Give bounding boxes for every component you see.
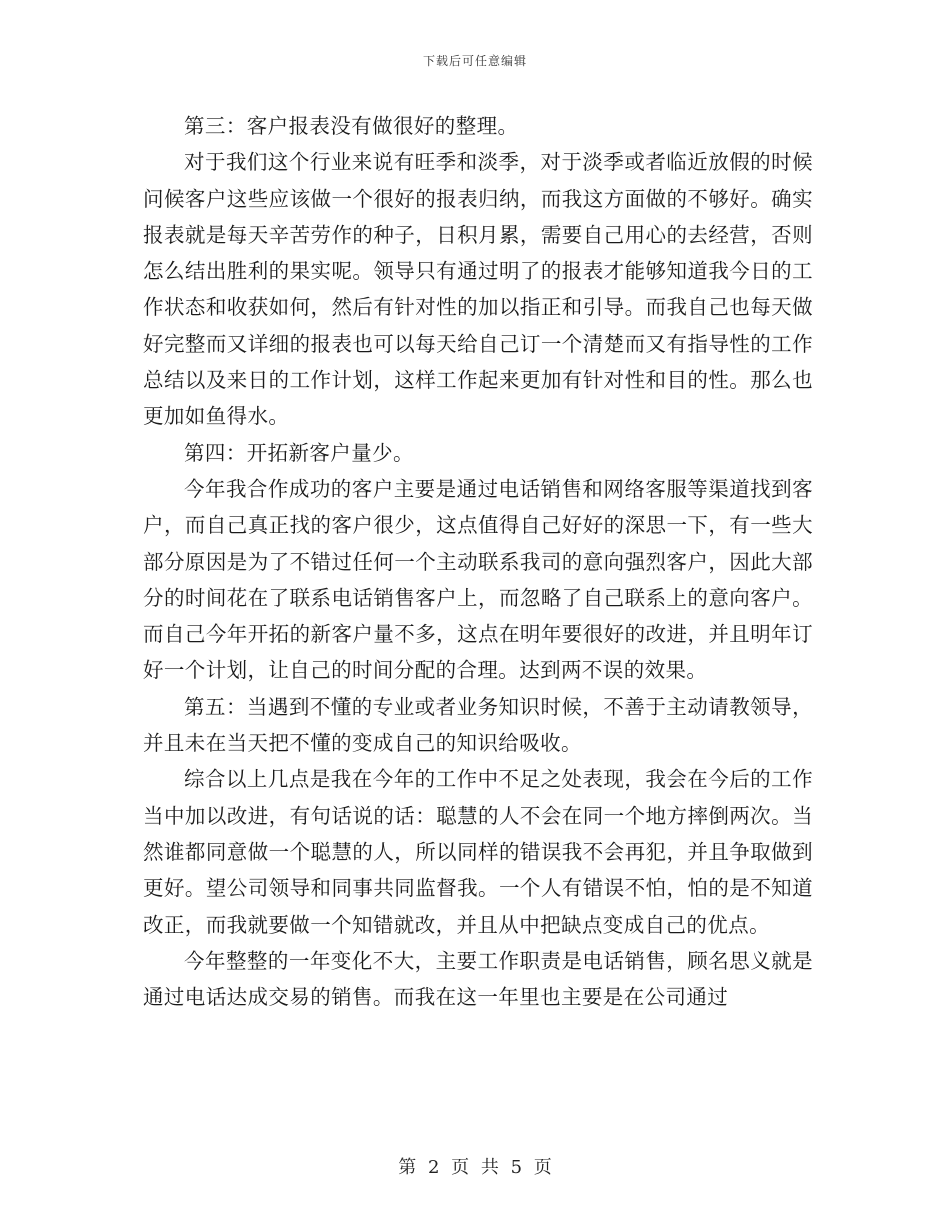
paragraph: 第三：客户报表没有做很好的整理。 bbox=[184, 114, 519, 138]
footer-prefix: 第 bbox=[398, 1157, 417, 1178]
paragraph: 综合以上几点是我在今年的工作中不足之处表现，我会在今后的工作当中加以改进，有句话说的话：聪慧的人不会在同一个地方摔倒两次。当然谁都同意做一个聪慧的人，所以同样的错误我不会再犯，并且争取做到更好。望公司领导和同事共同监督我。一个人有错误不怕，怕的是不知道改正，而我就要做一个知错就改，并且从中把缺点变成自己的优点。 bbox=[143, 767, 813, 937]
total-pages: 5 bbox=[510, 1157, 523, 1178]
paragraph: 第五：当遇到不懂的专业或者业务知识时候，不善于主动请教领导，并且未在当天把不懂的变成自己的知识给吸收。 bbox=[143, 694, 813, 756]
paragraph: 今年整整的一年变化不大，主要工作职责是电话销售，顾名思义就是通过电话达成交易的销售。而我在这一年里也主要是在公司通过 bbox=[143, 948, 813, 1010]
page-header: 下载后可任意编辑 bbox=[422, 54, 527, 68]
page-footer bbox=[0, 1153, 950, 1179]
paragraph: 今年我合作成功的客户主要是通过电话销售和网络客服等渠道找到客户，而自己真正找的客户很少，这点值得自己好好的深思一下，有一些大部分原因是为了不错过任何一个主动联系我司的意向强烈客户，因此大部分的时间花在了联系电话销售客户上，而忽略了自己联系上的意向客户。而自己今年开拓的新客户量不多，这点在明年要很好的改进，并且明年订好一个计划，让自己的时间分配的合理。达到两不误的效果。 bbox=[143, 476, 813, 683]
footer-page-label: 页 bbox=[451, 1157, 470, 1178]
footer-total-label: 页 bbox=[533, 1157, 552, 1178]
footer-total-prefix: 共 bbox=[480, 1157, 499, 1178]
paragraph: 对于我们这个行业来说有旺季和淡季，对于淡季或者临近放假的时候问候客户这些应该做一个很好的报表归纳，而我这方面做的不够好。确实报表就是每天辛苦劳作的种子，日积月累，需要自己用心的去经营，否则怎么结出胜利的果实呢。领导只有通过明了的报表才能够知道我今日的工作状态和收获如何，然后有针对性的加以指正和引导。而我自己也每天做好完整而又详细的报表也可以每天给自己订一个清楚而又有指导性的工作总结以及来日的工作计划，这样工作起来更加有针对性和目的性。那么也更加如鱼得水。 bbox=[143, 150, 813, 429]
paragraph: 第四：开拓新客户量少。 bbox=[184, 440, 414, 465]
page-number: 2 bbox=[427, 1157, 440, 1178]
document-body bbox=[143, 108, 813, 1015]
